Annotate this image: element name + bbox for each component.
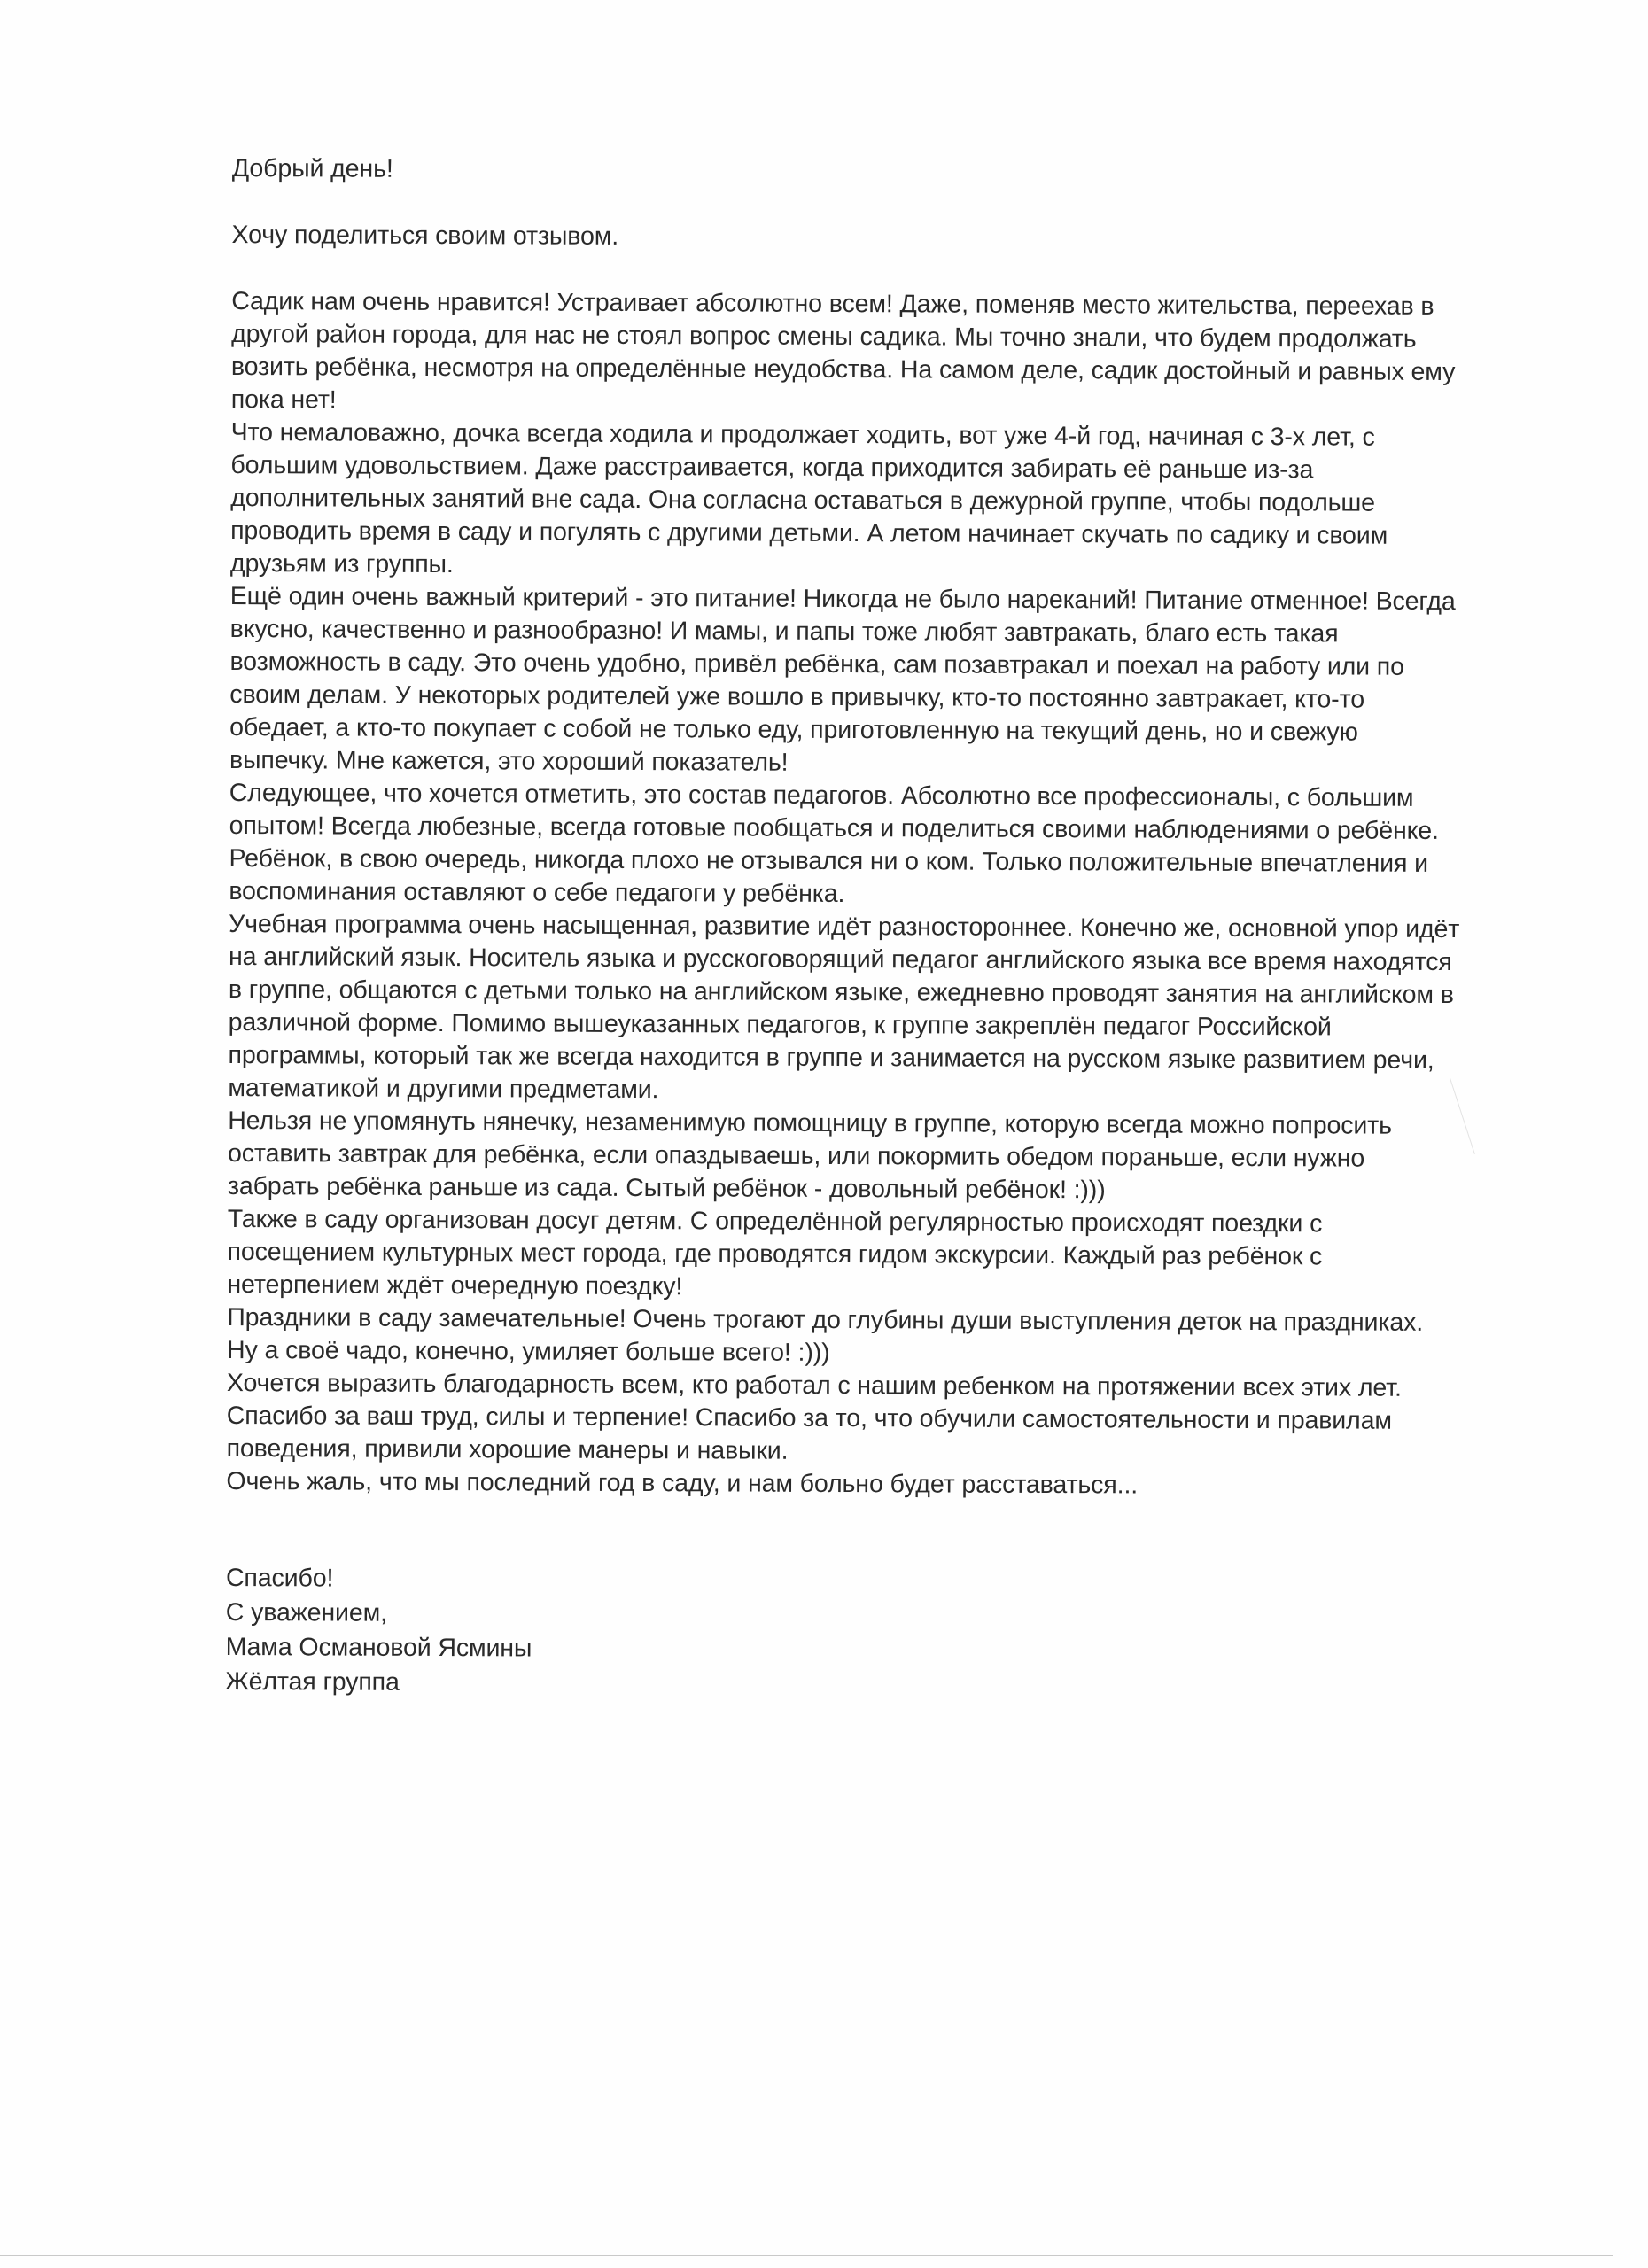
body-line: Следующее, что хочется отметить, это состав педагогов. Абсолютно все профессионалы, с большим xyxy=(229,778,1414,812)
body-line: Очень жаль, что мы последний год в саду, и нам больно будет расставаться... xyxy=(226,1466,1139,1500)
body-line: в группе, общаются с детьми только на английском языке, ежедневно проводят занятия на английском в xyxy=(228,975,1454,1010)
body-line: Ну а своё чадо, конечно, умиляет больше всего! :))) xyxy=(227,1335,830,1367)
body-line: возить ребёнка, несмотря на определённые неудобства. На самом деле, садик достойный и равных ему xyxy=(230,352,1456,387)
body-line: Нельзя не упомянуть нянечку, незаменимую помощницу в группе, которую всегда можно попросить xyxy=(228,1106,1392,1140)
body-line: другой район города, для нас не стоял вопрос смены садика. Мы точно знали, что будем продолжать xyxy=(231,319,1417,353)
body-line: Праздники в саду замечательные! Очень трогают до глубины души выступления деток на праздниках. xyxy=(227,1302,1424,1337)
body-line: вкусно, качественно и разнообразно! И мамы, и папы тоже любят завтракать, благо есть такая xyxy=(229,614,1339,649)
body-line: возможность в саду. Это очень удобно, привёл ребёнка, сам позавтракал и поехал на работу или по xyxy=(229,647,1405,681)
body-line: большим удовольствием. Даже расстраивается, когда приходится забирать её раньше из-за xyxy=(230,450,1314,485)
page-edge-divider xyxy=(0,2255,1613,2256)
body-line: Также в саду организован досуг детям. С определённой регулярностью происходят поездки с xyxy=(227,1204,1323,1239)
body-line: на английский язык. Носитель языка и русскоговорящий педагог английского языка все время находятся xyxy=(228,942,1452,977)
body-line: Садик нам очень нравится! Устраивает абсолютно всем! Даже, поменяв место жительства, переехав в xyxy=(231,286,1434,321)
body-line: обедает, а кто-то покупает с собой не только еду, приготовленную на текущий день, но и свежую xyxy=(229,712,1358,747)
body-line: программы, который так же всегда находится в группе и занимается на русском языке развитием речи, xyxy=(228,1040,1434,1075)
body-line: Спасибо за ваш труд, силы и терпение! Спасибо за то, что обучили самостоятельности и правилам xyxy=(226,1401,1392,1435)
letter-greeting: Добрый день! xyxy=(231,153,393,183)
body-line: различной форме. Помимо вышеуказанных педагогов, к группе закреплён педагог Российской xyxy=(228,1007,1332,1042)
body-line: дополнительных занятий вне сада. Она согласна оставаться в дежурной группе, чтобы подольше xyxy=(230,483,1375,517)
body-line: посещением культурных мест города, где проводятся гидом экскурсии. Каждый раз ребёнок с xyxy=(227,1237,1323,1271)
letter xyxy=(225,152,1490,1705)
letter-intro: Хочу поделиться своим отзывом. xyxy=(231,220,619,251)
letter-closing xyxy=(225,1562,1484,1705)
closing-thanks: Спасибо! xyxy=(225,1563,334,1593)
body-line: Ребёнок, в свою очередь, никогда плохо не отзывался ни о ком. Только положительные впечатления и xyxy=(229,843,1429,878)
letter-body xyxy=(226,285,1489,1503)
body-line: друзьям из группы. xyxy=(229,548,454,579)
body-line: опытом! Всегда любезные, всегда готовые пообщаться и поделиться своими наблюдениями о ребёнке. xyxy=(229,811,1439,845)
body-line: нетерпением ждёт очередную поездку! xyxy=(227,1270,683,1301)
closing-regards: С уважением, xyxy=(225,1597,388,1627)
body-line: пока нет! xyxy=(230,384,337,415)
body-line: выпечку. Мне кажется, это хороший показатель! xyxy=(229,745,789,777)
body-line: Хочется выразить благодарность всем, кто работал с нашим ребенком на протяжении всех этих лет. xyxy=(226,1368,1402,1402)
body-line: оставить завтрак для ребёнка, если опаздываешь, или покормить обедом пораньше, если нужно xyxy=(227,1138,1365,1173)
body-line: математикой и другими предметами. xyxy=(228,1073,659,1105)
body-line: поведения, привили хорошие манеры и навыки. xyxy=(226,1433,789,1465)
body-line: Учебная программа очень насыщенная, развитие идёт разностороннее. Конечно же, основной упор идёт xyxy=(229,909,1460,944)
body-line: проводить время в саду и погулять с другими детьми. А летом начинает скучать по садику и своим xyxy=(230,516,1388,550)
body-line: Что немаловажно, дочка всегда ходила и продолжает ходить, вот уже 4-й год, начиная с 3-х лет, с xyxy=(230,417,1375,452)
body-line: воспоминания оставляют о себе педагоги у ребёнка. xyxy=(229,876,845,909)
body-line: Ещё один очень важный критерий - это питание! Никогда не было нареканий! Питание отменное! Всегда xyxy=(229,581,1456,617)
body-line: забрать ребёнка раньше из сада. Сытый ребёнок - довольный ребёнок! :))) xyxy=(227,1171,1106,1205)
body-line: своим делам. У некоторых родителей уже вошло в привычку, кто-то постоянно завтракает, кто-то xyxy=(229,680,1365,714)
closing-group: Жёлтая группа xyxy=(225,1666,400,1697)
closing-signature: Мама Османовой Ясмины xyxy=(225,1632,532,1663)
